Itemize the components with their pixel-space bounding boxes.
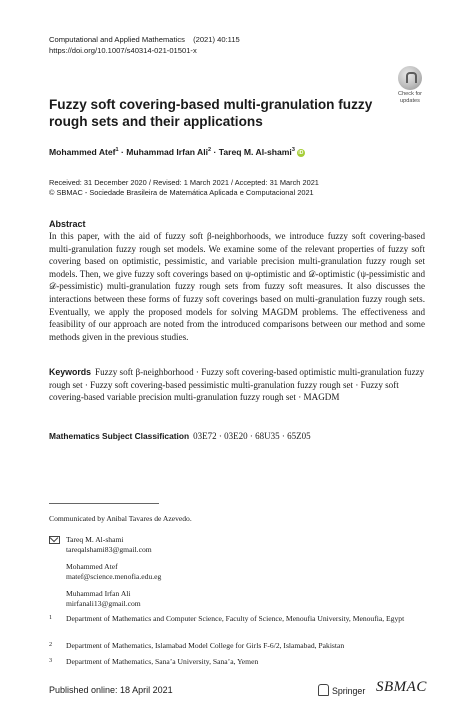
journal-name: Computational and Applied Mathematics xyxy=(49,35,185,44)
affiliation-2 xyxy=(49,641,425,651)
keywords-heading: Keywords xyxy=(49,367,92,377)
contact-entry xyxy=(66,535,161,555)
copyright-line: © SBMAC - Sociedade Brasileira de Matemática Aplicada e Computacional 2021 xyxy=(49,188,314,197)
contact-name: Mohammed Atef xyxy=(66,562,118,571)
journal-issue: (2021) 40:115 xyxy=(193,35,240,44)
affiliation-number: 1 xyxy=(49,614,53,621)
msc-section xyxy=(49,431,311,441)
doi-link[interactable]: https://doi.org/10.1007/s40314-021-01501-x xyxy=(49,46,197,55)
check-for-updates-badge[interactable] xyxy=(392,66,428,106)
keywords-text: Fuzzy soft β-neighborhood · Fuzzy soft covering-based optimistic multi-granulation fuzzy rough set · Fuzzy soft covering-based pessimistic multi-granulation fuzzy rough set · Fuzzy soft covering-based variable precision multi-granulation fuzzy rough set · MAGDM xyxy=(49,367,425,403)
contact-email[interactable]: mirfanali13@gmail.com xyxy=(66,599,141,608)
contact-email[interactable]: tareqalshami83@gmail.com xyxy=(66,545,152,554)
affiliation-3 xyxy=(49,657,425,667)
msc-codes: 03E72 · 03E20 · 68U35 · 65Z05 xyxy=(193,431,311,441)
author-list xyxy=(49,147,305,157)
affiliation-text: Department of Mathematics, Islamabad Model College for Girls F-6/2, Islamabad, Pakistan xyxy=(66,641,345,650)
springer-logo xyxy=(318,684,365,696)
abstract-heading: Abstract xyxy=(49,219,86,229)
msc-heading: Mathematics Subject Classification xyxy=(49,431,190,441)
affiliation-text: Department of Mathematics and Computer Science, Faculty of Science, Menoufia University, Menoufia, Egypt xyxy=(66,614,405,623)
orcid-icon[interactable]: iD xyxy=(298,149,304,156)
communicated-by: Communicated by Anibal Tavares de Azevedo. xyxy=(49,514,192,523)
author-name[interactable]: Tareq M. Al-shami xyxy=(218,147,292,157)
crossmark-label-2: updates xyxy=(400,98,420,104)
keywords-section xyxy=(49,366,425,404)
sbmac-logo: SBMAC xyxy=(376,679,427,695)
contact-name: Tareq M. Al-shami xyxy=(66,535,124,544)
springer-horse-icon xyxy=(318,684,329,696)
contact-name: Muhammad Irfan Ali xyxy=(66,589,131,598)
crossmark-icon xyxy=(398,66,422,90)
author-separator: · xyxy=(211,147,219,157)
affiliation-number: 3 xyxy=(49,657,53,664)
affiliation-text: Department of Mathematics, Sana’a University, Sana’a, Yemen xyxy=(66,657,259,666)
published-online: Published online: 18 April 2021 xyxy=(49,685,173,695)
contact-entry xyxy=(66,589,161,609)
journal-header xyxy=(49,34,246,56)
abstract-text: In this paper, with the aid of fuzzy soft β-neighborhoods, we introduce fuzzy soft covering-based multi-granulation fuzzy rough set models. We examine some of the relevant properties of fuzzy soft covering based on optimistic, pessimistic, and variable precision multi-granulation fuzzy rough set models. Then, we give fuzzy soft coverings based on ψ-optimistic and 𝒟-optimistic (ψ-pessimistic and 𝒟-pessimistic) multi-granulation fuzzy rough sets from fuzzy soft measures. It also discusses the interactions between these forms of fuzzy soft coverings based on multi-granulation fuzzy rough sets. Eventually, we apply the proposed models for solving MAGDM problems. The effectiveness and feasibility of our approach are noted from the introduced comparisons between our method and some methods given in the previous studies. xyxy=(49,231,425,342)
history-dates: Received: 31 December 2020 / Revised: 1 March 2021 / Accepted: 31 March 2021 xyxy=(49,178,319,187)
envelope-icon xyxy=(49,536,60,544)
affiliation-number: 2 xyxy=(49,641,53,648)
crossmark-label-1: Check for xyxy=(398,91,422,97)
author-name[interactable]: Muhammad Irfan Ali xyxy=(126,147,209,157)
footnote-divider xyxy=(49,503,159,504)
author-affil-ref: 3 xyxy=(291,147,295,154)
contact-email[interactable]: matef@science.menofia.edu.eg xyxy=(66,572,162,581)
paper-title: Fuzzy soft covering-based multi-granulation fuzzy rough sets and their applications xyxy=(49,97,373,129)
author-affil-ref: 1 xyxy=(115,147,119,154)
contact-list xyxy=(49,535,161,616)
springer-wordmark: Springer xyxy=(332,686,366,696)
article-dates xyxy=(49,178,319,198)
author-affil-ref: 2 xyxy=(208,147,212,154)
affiliation-1 xyxy=(49,614,425,624)
author-name[interactable]: Mohammed Atef xyxy=(49,147,116,157)
contact-entry xyxy=(66,562,161,582)
author-separator: · xyxy=(118,147,127,157)
